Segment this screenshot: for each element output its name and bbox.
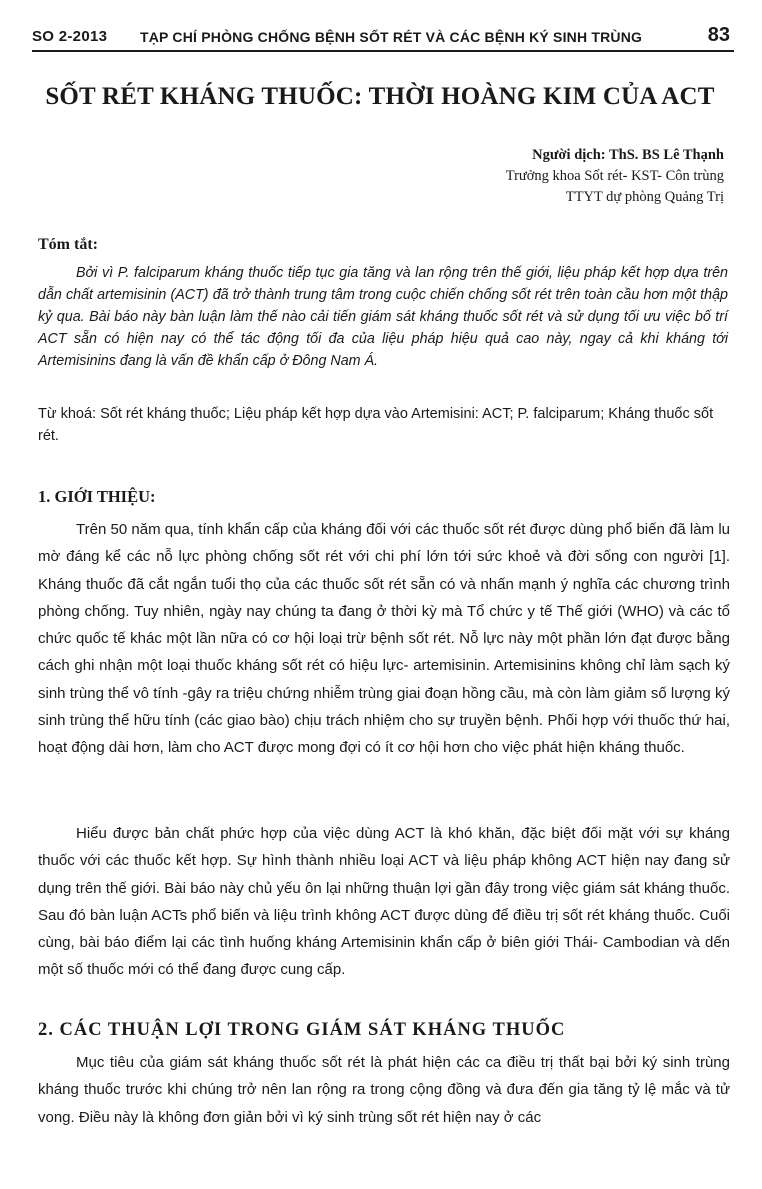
intro-paragraph-2: Hiểu được bản chất phức hợp của việc dùng ACT là khó khăn, đặc biệt đối mặt với sự kháng thuốc với các thuốc kết hợp. Sự hình thành nhiều loại ACT và liệu pháp không ACT hiện nay đang sử dụng trên thế giới. Bài báo này chủ yếu ôn lại những thuận lợi gần đây trong việc giám sát kháng thuốc. Sau đó bàn luận ACTs phổ biến và liệu trình không ACT được dùng để điều trị sốt rét kháng thuốc. Cuối cùng, bài báo điểm lại các tình huống kháng Artemisinin khẩn cấp ở biên giới Thái- Cambodian và dến một số thuốc mới có thể đang được cung cấp.	[38, 825, 730, 979]
keywords-line	[38, 403, 728, 447]
translator-block	[506, 145, 724, 208]
issue-label: SO 2-2013	[32, 28, 108, 45]
keywords-label: Từ khoá:	[38, 406, 97, 422]
journal-name: TẠP CHÍ PHÒNG CHỐNG BỆNH SỐT RÉT VÀ CÁC BỆNH KÝ SINH TRÙNG	[140, 29, 643, 45]
translator-organization: TTYT dự phòng Quảng Trị	[565, 189, 724, 205]
keywords-text: Sốt rét kháng thuốc; Liệu pháp kết hợp dựa vào Artemisini: ACT; P. falciparum; Kháng thuốc sốt rét.	[38, 406, 714, 444]
section-heading-introduction: 1. GIỚI THIỆU:	[38, 487, 156, 506]
abstract-text: Bởi vì P. falciparum kháng thuốc tiếp tục gia tăng và lan rộng trên thế giới, liệu pháp kết hợp dựa trên dẫn chất artemisinin (ACT) đã trở thành trung tâm trong cuộc chiến chống sốt rét trên toàn cầu hơn một thập kỷ qua. Bài báo này bàn luận làm thế nào cải tiến giám sát kháng thuốc sốt rét và sử dụng tối ưu việc bố trí ACT sẵn có hiện nay có thể tác động tối đa của liệu pháp hiệu quả cao này, ngay cả khi kháng tới Artemisinins đang là vấn đề khẩn cấp ở Đông Nam Á.	[38, 265, 728, 369]
translator-position: Trưởng khoa Sốt rét- KST- Côn trùng	[505, 168, 724, 184]
page-number: 83	[707, 24, 730, 46]
abstract-heading: Tóm tắt:	[38, 236, 98, 253]
running-header	[32, 26, 734, 52]
translator-name: Người dịch: ThS. BS Lê Thạnh	[532, 147, 724, 163]
section-heading-surveillance: 2. CÁC THUẬN LỢI TRONG GIÁM SÁT KHÁNG THUỐC	[38, 1020, 566, 1040]
article-title: SỐT RÉT KHÁNG THUỐC: THỜI HOÀNG KIM CỦA ACT	[45, 83, 715, 110]
surveillance-paragraph-1: Mục tiêu của giám sát kháng thuốc sốt rét là phát hiện các ca điều trị thất bại bởi ký sinh trùng kháng thuốc trước khi chúng trở nên lan rộng ra trong cộng đồng và đưa đến gia tăng tỷ lệ mắc và tử vong. Điều này là không đơn giản bởi vì ký sinh trùng sốt rét hiện nay ở các	[38, 1054, 730, 1126]
intro-paragraph-1: Trên 50 năm qua, tính khẩn cấp của kháng đối với các thuốc sốt rét được dùng phổ biến đã làm lu mờ đáng kể các nỗ lực phòng chống sốt rét với chi phí lớn tới sức khoẻ và đời sống con người [1]. Kháng thuốc đã cắt ngắn tuổi thọ của các thuốc sốt rét sẵn có và nhấn mạnh ý nghĩa các chương trình phòng chống. Tuy nhiên, ngày nay chúng ta đang ở thời kỳ mà Tổ chức y tế Thế giới (WHO) và các tổ chức quốc tế khác một lần nữa có cơ hội loại trừ bệnh sốt rét. Nỗ lực này một phần lớn đạt được bằng cách ghi nhận một loại thuốc kháng sốt rét có hiệu lực- artemisinin. Artemisinins không chỉ làm sạch ký sinh trùng thể vô tính -gây ra triệu chứng nhiễm trùng giai đoạn hồng cầu, mà còn làm giảm số lượng ký sinh trùng thể hữu tính (các giao bào) chịu trách nhiệm cho sự truyền bệnh. Phối hợp với thuốc thứ hai, hoạt động dài hơn, làm cho ACT được mong đợi có ít cơ hội hơn cho việc phát hiện kháng thuốc.	[38, 521, 730, 757]
